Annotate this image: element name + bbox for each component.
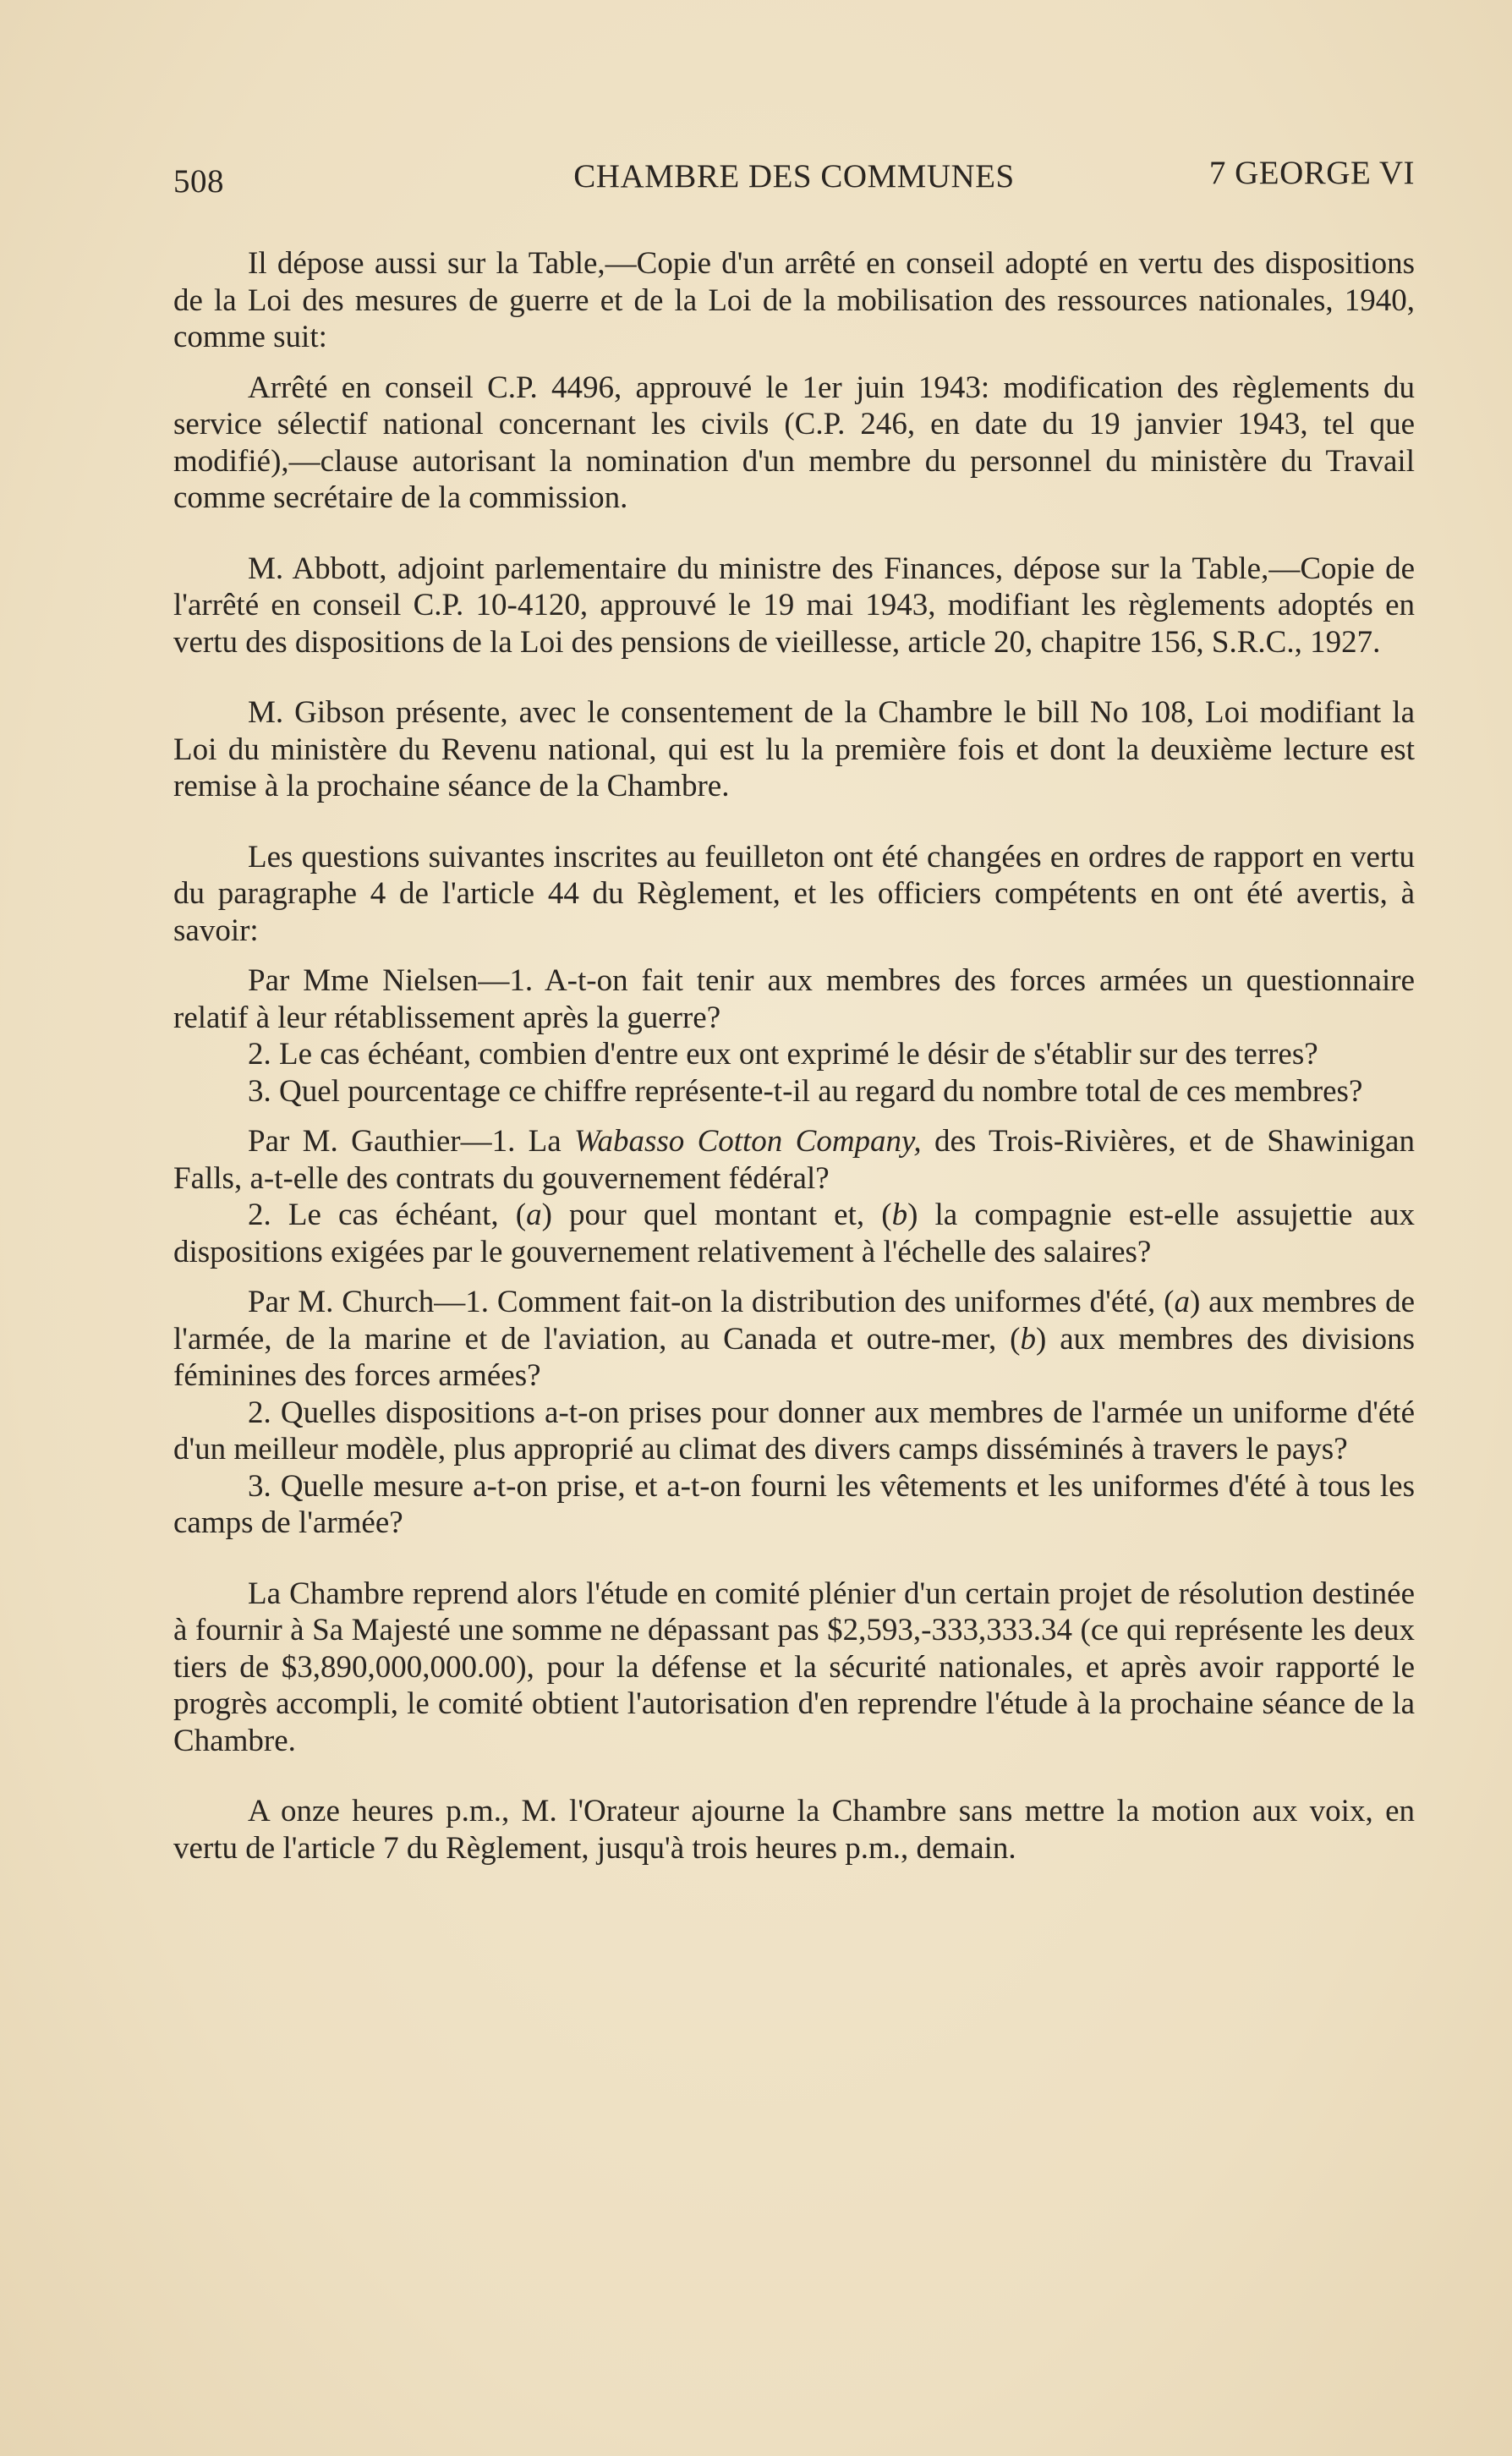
paragraph: M. Abbott, adjoint parlementaire du ministre des Finances, dépose sur la Table,—Copie de l'arrêté en conseil C.P. 10-4120, approuvé le 19 mai 1943, modifiant les règlements adoptés en vertu des dispositions de la Loi des pensions de vieillesse, article 20, chapitre 156, S.R.C., 1927. xyxy=(173,551,1415,660)
paragraph: A onze heures p.m., M. l'Orateur ajourne la Chambre sans mettre la motion aux voix, en vertu de l'article 7 du Règlement, jusqu'à trois heures p.m., demain. xyxy=(173,1794,1415,1866)
document-body xyxy=(173,245,1415,1867)
question-paragraph: 2. Le cas échéant, combien d'entre eux ont exprimé le désir de s'établir sur des terres? xyxy=(248,1037,1318,1072)
paragraph: Il dépose aussi sur la Table,—Copie d'un arrêté en conseil adopté en vertu des dispositions de la Loi des mesures de guerre et de la Loi de la mobilisation des ressources nationales, 1940, comme suit: xyxy=(173,246,1415,354)
page-number: 508 xyxy=(173,163,224,200)
header-title: CHAMBRE DES COMMUNES xyxy=(573,158,1015,195)
page-header xyxy=(173,152,1415,203)
paragraph: Les questions suivantes inscrites au feuilleton ont été changées en ordres de rapport en vertu du paragraphe 4 de l'article 44 du Règlement, et les officiers compétents en ont été avertis, à savoir: xyxy=(173,839,1415,948)
company-name: Wabasso Cotton Company, xyxy=(574,1124,922,1159)
question-paragraph: 2. Le cas échéant, (a) pour quel montant et, (b) la compagnie est-elle assujettie aux dispositions exigées par le gouvernement relativement à l'échelle des salaires? xyxy=(173,1198,1415,1269)
question-paragraph: 2. Quelles dispositions a-t-on prises pour donner aux membres de l'armée un uniforme d'été d'un meilleur modèle, plus approprié au climat des divers camps disséminés à travers le pays? xyxy=(173,1395,1415,1466)
question-paragraph: Par M. Church—1. Comment fait-on la distribution des uniformes d'été, (a) aux membres de l'armée, de la marine et de l'aviation, au Canada et outre-mer, (b) aux membres des divisions féminines des forces armées? xyxy=(173,1285,1416,1393)
question-paragraph: Par M. Gauthier—1. La Wabasso Cotton Company, des Trois-Rivières, et de Shawinigan Falls, a-t-elle des contrats du gouvernement fédéral? xyxy=(173,1124,1415,1196)
question-paragraph: 3. Quel pourcentage ce chiffre représente-t-il au regard du nombre total de ces membres? xyxy=(248,1073,1363,1109)
paragraph: M. Gibson présente, avec le consentement de la Chambre le bill No 108, Loi modifiant la Loi du ministère du Revenu national, qui est lu la première fois et dont la deuxième lecture est remise à la prochaine séance de la Chambre. xyxy=(173,695,1415,803)
question-paragraph: 3. Quelle mesure a-t-on prise, et a-t-on fourni les vêtements et les uniformes d'été à tous les camps de l'armée? xyxy=(173,1468,1415,1540)
question-paragraph: Par Mme Nielsen—1. A-t-on fait tenir aux membres des forces armées un questionnaire relatif à leur rétablissement après la guerre? xyxy=(173,963,1415,1035)
paragraph: Arrêté en conseil C.P. 4496, approuvé le 1er juin 1943: modification des règlements du service sélectif national concernant les civils (C.P. 246, en date du 19 janvier 1943, tel que modifié),—clause autorisant la nomination d'un membre du personnel du ministère du Travail comme secrétaire de la commission. xyxy=(173,370,1415,515)
paragraph: La Chambre reprend alors l'étude en comité plénier d'un certain projet de résolution destinée à fournir à Sa Majesté une somme ne dépassant pas $2,593,-333,333.34 (ce qui représente les deux tiers de $3,890,000,000.00), pour la défense et la sécurité nationales, et après avoir rapporté le progrès accompli, le comité obtient l'autorisation d'en reprendre l'étude à la prochaine séance de la Chambre. xyxy=(173,1576,1415,1758)
header-reign: 7 GEORGE VI xyxy=(1208,155,1415,191)
